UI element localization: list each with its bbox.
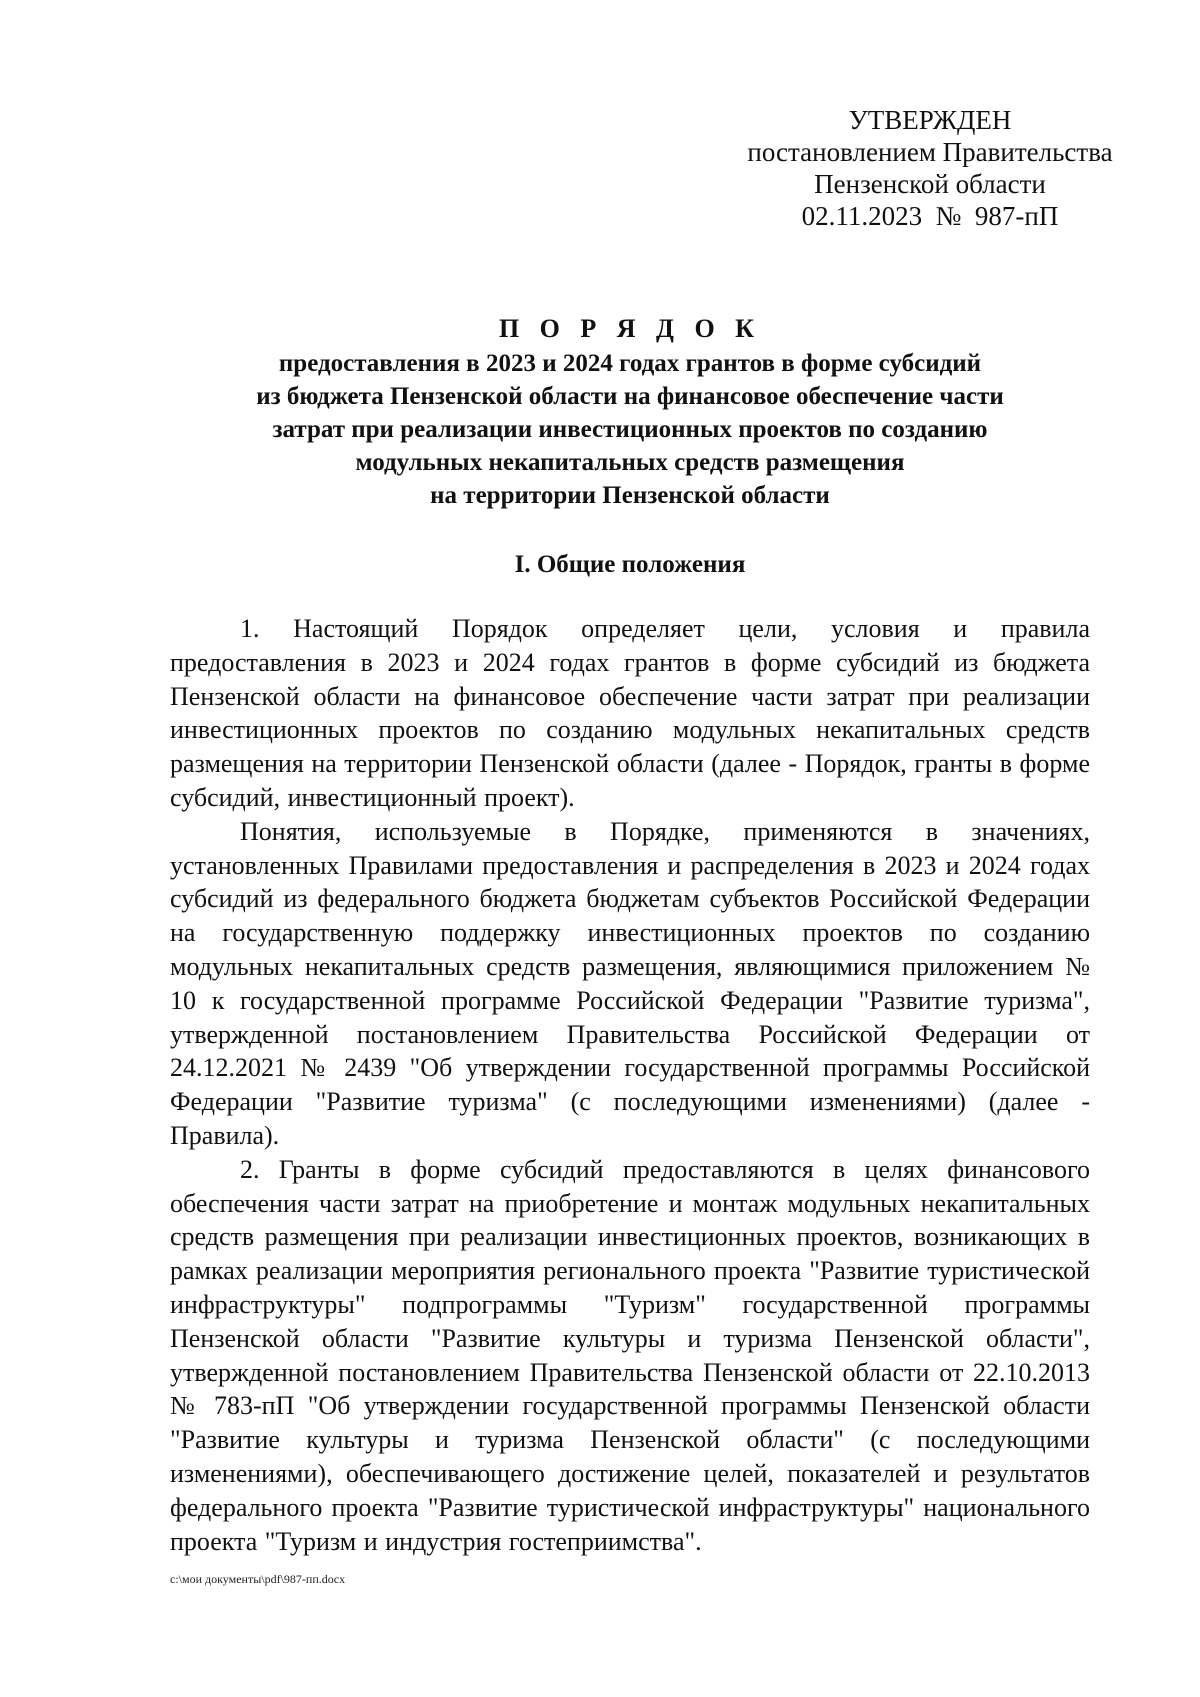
title-line-3: затрат при реализации инвестиционных проектов по созданию [272,416,988,443]
section-heading: I. Общие положения [514,551,746,578]
title-line-2: из бюджета Пензенской области на финансовое обеспечение части [256,383,1004,410]
approval-line-date-number: 02.11.2023 № 987-пП [801,201,1059,231]
title-line-5: на территории Пензенской области [430,482,830,509]
approval-line-approved: УТВЕРЖДЕН [848,105,1012,135]
document-title [170,312,1090,512]
approval-line-resolution: постановлением Правительства [747,137,1113,167]
document-body [170,612,1090,1558]
paragraph-1: 1. Настоящий Порядок определяет цели, условия и правила предоставления в 2023 и 2024 годах грантов в форме субсидий из бюджета Пензенской области на финансовое обеспечение части затрат при реализации инвестиционных проектов по созданию модульных некапитальных средств размещения на территории Пензенской области (далее - Порядок, гранты в форме субсидий, инвестиционный проект). [170,614,1090,812]
approval-line-region: Пензенской области [814,169,1046,199]
paragraph-2: Понятия, используемые в Порядке, применяются в значениях, установленных Правилами предоставления и распределения в 2023 и 2024 годах субсидий из федерального бюджета бюджетам субъектов Российской Федерации на государственную поддержку инвестиционных проектов по созданию модульных некапитальных средств размещения, являющимися приложением № 10 к государственной программе Российской Федерации "Развитие туризма", утвержденной постановлением Правительства Российской Федерации от 24.12.2021 № 2439 "Об утверждении государственной программы Российской Федерации "Развитие туризма" (с последующими изменениями) (далее - Правила). [170,816,1090,1150]
title-line-4: модульных некапитальных средств размещения [355,449,905,476]
title-word-order: П О Р Я Д О К [498,314,762,343]
approval-stamp [720,104,1140,232]
footer-file-path: c:\мои документы\pdf\987-пп.docx [170,1572,346,1586]
title-line-1: предоставления в 2023 и 2024 годах грантов в форме субсидий [278,350,982,377]
paragraph-3: 2. Гранты в форме субсидий предоставляются в целях финансового обеспечения части затрат на приобретение и монтаж модульных некапитальных средств размещения при реализации инвестиционных проектов, возникающих в рамках реализации мероприятия регионального проекта "Развитие туристической инфраструктуры" подпрограммы "Туризм" государственной программы Пензенской области "Развитие культуры и туризма Пензенской области", утвержденной постановлением Правительства Пензенской области от 22.10.2013 № 783-пП "Об утверждении государственной программы Пензенской области "Развитие культуры и туризма Пензенской области" (с последующими изменениями), обеспечивающего достижение целей, показателей и результатов федерального проекта "Развитие туристической инфраструктуры" национального проекта "Туризм и индустрия гостеприимства". [170,1154,1090,1556]
